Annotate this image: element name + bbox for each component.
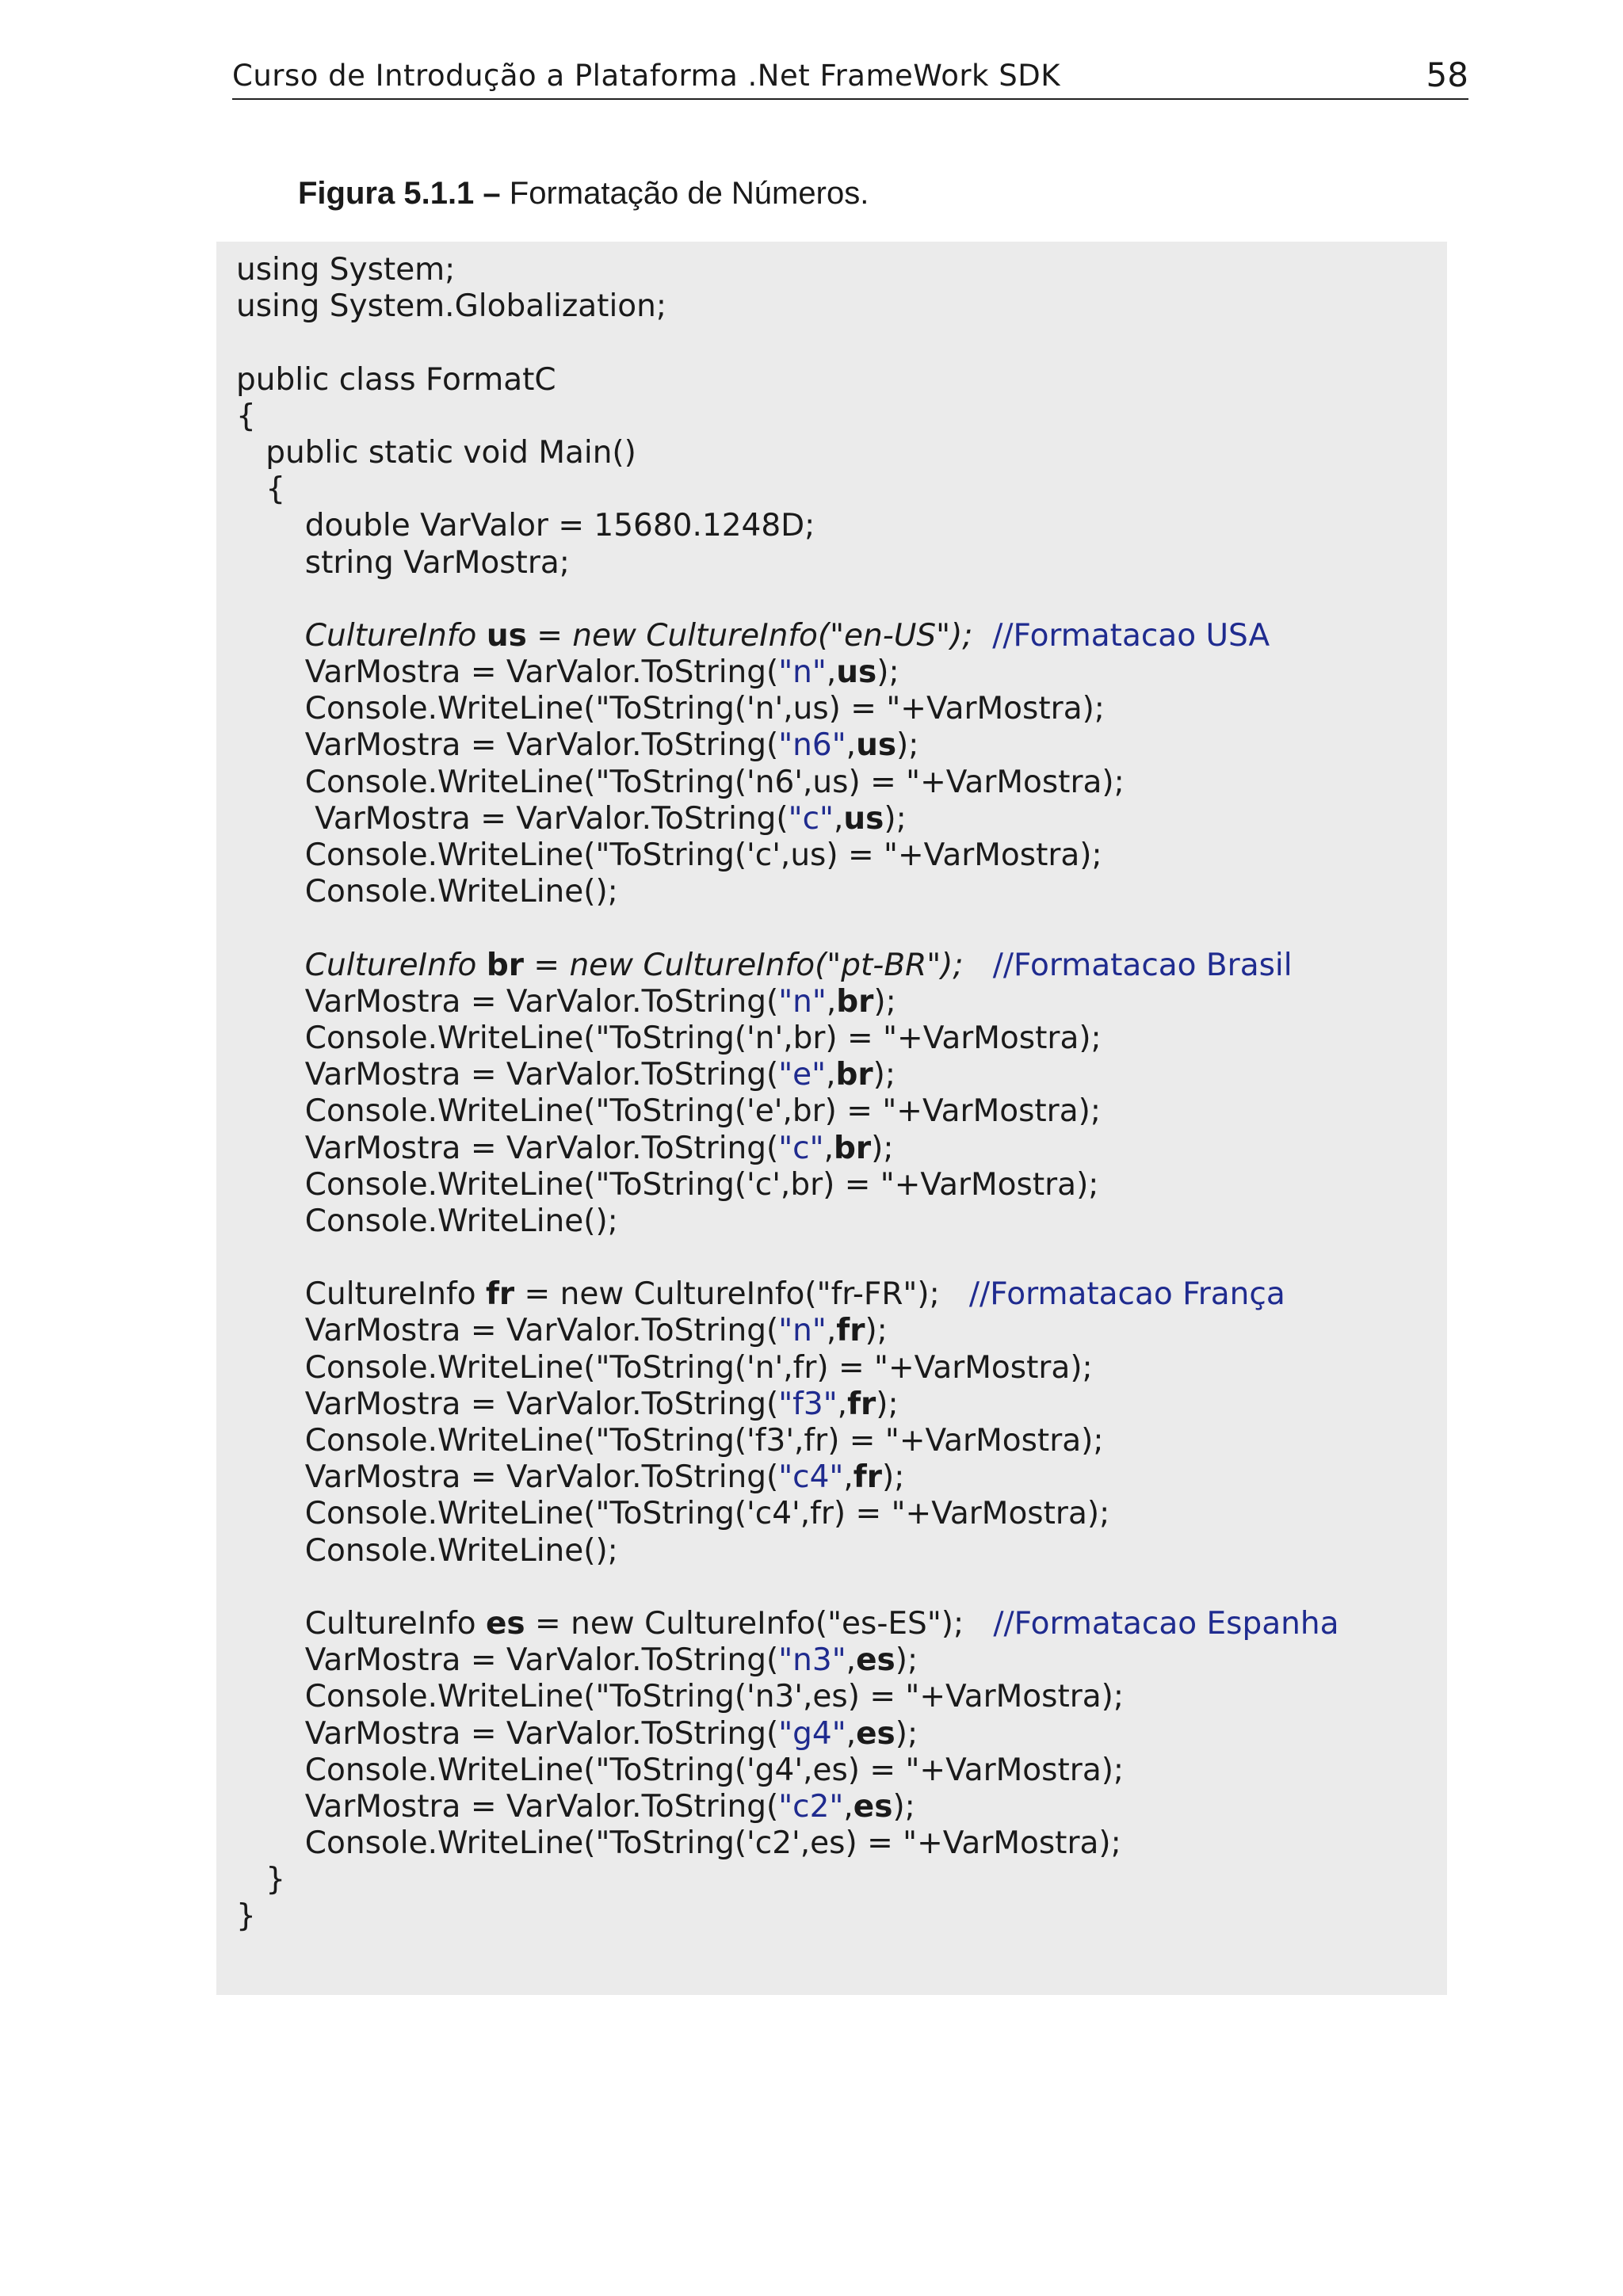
- code-line: [236, 1386, 1338, 1423]
- code-line: [236, 252, 1338, 288]
- code-token: );: [873, 983, 896, 1020]
- code-token: ,: [837, 1386, 848, 1422]
- code-token: [964, 948, 993, 983]
- code-token: = new CultureInfo("pt-BR");: [523, 947, 964, 983]
- code-token: "n": [778, 1313, 827, 1349]
- code-token: = new CultureInfo("en-US");: [526, 617, 973, 654]
- header-title: Curso de Introdução a Plataforma .Net FrameWork SDK: [232, 59, 1060, 93]
- code-line: [236, 948, 1338, 984]
- code-token: ,: [846, 1715, 857, 1752]
- code-token: = new CultureInfo("fr-FR");: [514, 1276, 969, 1313]
- code-line: [236, 765, 1338, 801]
- code-token: Console.WriteLine("ToString('n6',us) = "+VarMostra);: [236, 764, 1125, 800]
- code-line: [236, 1350, 1338, 1386]
- code-line: [236, 1753, 1338, 1789]
- code-token: es: [853, 1788, 893, 1825]
- code-token: VarMostra = VarValor.ToString(: [236, 1130, 779, 1166]
- code-token: //Formatacao Espanha: [993, 1605, 1339, 1642]
- code-line: [236, 1533, 1338, 1569]
- code-token: "c": [778, 1130, 824, 1166]
- code-line: [236, 362, 1338, 399]
- code-token: VarMostra = VarValor.ToString(: [236, 1788, 779, 1825]
- code-listing: [236, 252, 1338, 1936]
- code-line: [236, 435, 1338, 471]
- code-token: //Formatacao França: [968, 1276, 1285, 1313]
- code-token: br: [835, 1057, 873, 1093]
- code-token: [236, 948, 305, 983]
- code-token: //Formatacao Brasil: [992, 947, 1293, 983]
- code-line: [236, 508, 1338, 544]
- code-line: [236, 654, 1338, 691]
- code-token: ,: [846, 727, 857, 764]
- code-token: double VarValor = 15680.1248D;: [236, 508, 815, 544]
- code-token: ,: [826, 654, 837, 691]
- code-token: VarMostra = VarValor.ToString(: [236, 1715, 779, 1752]
- code-line: [236, 1716, 1338, 1753]
- code-token: "n3": [778, 1642, 846, 1679]
- code-token: );: [876, 1386, 899, 1422]
- code-token: VarMostra = VarValor.ToString(: [236, 1459, 779, 1496]
- code-token: CultureInfo: [236, 1276, 486, 1313]
- code-token: "n": [778, 983, 827, 1020]
- code-token: us: [836, 654, 877, 691]
- code-line: [236, 545, 1338, 582]
- code-token: }: [236, 1862, 286, 1898]
- code-token: es: [856, 1642, 896, 1679]
- code-token: );: [896, 727, 919, 764]
- code-token: [236, 618, 305, 654]
- code-line: [236, 984, 1338, 1020]
- code-token: VarMostra = VarValor.ToString(: [236, 1313, 779, 1349]
- code-line: [236, 471, 1338, 508]
- code-line: [236, 1423, 1338, 1459]
- code-token: CultureInfo: [304, 947, 487, 983]
- code-line: [236, 1167, 1338, 1203]
- code-token: Console.WriteLine();: [236, 1532, 618, 1569]
- code-token: "c4": [778, 1459, 844, 1496]
- code-line: [236, 1093, 1338, 1130]
- code-line: [236, 1569, 1338, 1606]
- code-line: [236, 618, 1338, 654]
- code-line: [236, 1825, 1338, 1862]
- code-token: Console.WriteLine("ToString('e',br) = "+VarMostra);: [236, 1093, 1101, 1130]
- code-token: );: [876, 654, 899, 691]
- code-token: ,: [826, 983, 837, 1020]
- code-token: fr: [853, 1459, 882, 1496]
- code-line: [236, 1459, 1338, 1496]
- code-line: [236, 837, 1338, 874]
- code-token: ,: [833, 800, 844, 837]
- code-token: "e": [778, 1057, 827, 1093]
- code-token: ,: [843, 1788, 854, 1825]
- code-token: );: [873, 1057, 896, 1093]
- code-line: [236, 1313, 1338, 1349]
- code-token: Console.WriteLine("ToString('c',us) = "+VarMostra);: [236, 837, 1102, 873]
- code-token: Console.WriteLine("ToString('c',br) = "+VarMostra);: [236, 1166, 1099, 1203]
- code-token: );: [871, 1130, 894, 1166]
- code-line: [236, 1020, 1338, 1057]
- code-token: us: [843, 800, 884, 837]
- code-token: using System.Globalization;: [236, 288, 667, 325]
- code-token: string VarMostra;: [236, 544, 570, 581]
- code-line: [236, 1131, 1338, 1167]
- code-token: VarMostra = VarValor.ToString(: [236, 800, 789, 837]
- code-token: Console.WriteLine("ToString('n3',es) = "+VarMostra);: [236, 1679, 1125, 1715]
- code-token: Console.WriteLine();: [236, 874, 618, 910]
- code-line: [236, 1606, 1338, 1642]
- code-token: //Formatacao USA: [992, 617, 1270, 654]
- code-token: Console.WriteLine();: [236, 1203, 618, 1239]
- code-token: );: [881, 1459, 905, 1496]
- code-token: VarMostra = VarValor.ToString(: [236, 1386, 779, 1422]
- code-token: );: [895, 1715, 918, 1752]
- code-token: br: [833, 1130, 872, 1166]
- code-line: [236, 1057, 1338, 1093]
- code-token: Console.WriteLine("ToString('c2',es) = "+VarMostra);: [236, 1825, 1121, 1862]
- code-line: [236, 910, 1338, 947]
- code-token: using System;: [236, 252, 456, 288]
- code-token: public class FormatC: [236, 361, 556, 398]
- code-token: us: [486, 617, 527, 654]
- code-token: VarMostra = VarValor.ToString(: [236, 983, 779, 1020]
- code-line: [236, 801, 1338, 837]
- code-line: [236, 691, 1338, 727]
- code-token: );: [884, 800, 907, 837]
- code-token: fr: [485, 1276, 515, 1313]
- page-header: [232, 52, 1468, 100]
- code-line: [236, 1240, 1338, 1276]
- code-token: br: [836, 983, 874, 1020]
- code-token: "f3": [778, 1386, 838, 1422]
- code-token: }: [236, 1898, 256, 1935]
- code-token: VarMostra = VarValor.ToString(: [236, 1057, 779, 1093]
- code-token: ,: [826, 1057, 836, 1093]
- code-token: public static void Main(): [236, 434, 636, 471]
- code-token: Console.WriteLine("ToString('f3',fr) = "+VarMostra);: [236, 1423, 1104, 1459]
- code-line: [236, 288, 1338, 325]
- figure-label: Figura 5.1.1 –: [298, 176, 501, 211]
- code-token: us: [856, 727, 897, 764]
- code-token: {: [236, 398, 256, 434]
- code-token: VarMostra = VarValor.ToString(: [236, 1642, 779, 1679]
- code-line: [236, 1276, 1338, 1313]
- figure-text: Formatação de Números.: [500, 176, 869, 211]
- code-token: "g4": [778, 1715, 846, 1752]
- code-line: [236, 1789, 1338, 1825]
- code-line: [236, 1862, 1338, 1898]
- code-line: [236, 399, 1338, 435]
- code-token: Console.WriteLine("ToString('c4',fr) = "+VarMostra);: [236, 1496, 1110, 1532]
- code-token: Console.WriteLine("ToString('n',fr) = "+VarMostra);: [236, 1349, 1093, 1386]
- code-token: "c": [788, 800, 834, 837]
- code-token: fr: [847, 1386, 876, 1422]
- code-line: [236, 1642, 1338, 1679]
- code-token: );: [895, 1642, 918, 1679]
- code-line: [236, 727, 1338, 764]
- code-line: [236, 1679, 1338, 1715]
- code-token: es: [485, 1605, 525, 1642]
- code-token: {: [236, 471, 286, 508]
- code-token: = new CultureInfo("es-ES");: [525, 1605, 994, 1642]
- code-token: ,: [826, 1313, 837, 1349]
- code-line: [236, 582, 1338, 618]
- code-token: Console.WriteLine("ToString('g4',es) = "+VarMostra);: [236, 1752, 1125, 1788]
- code-line: [236, 1496, 1338, 1532]
- code-line: [236, 874, 1338, 910]
- page-number: 58: [1426, 55, 1468, 94]
- code-line: [236, 1898, 1338, 1935]
- code-token: );: [892, 1788, 915, 1825]
- code-token: ,: [823, 1130, 834, 1166]
- figure-caption: [298, 176, 869, 212]
- code-token: ,: [846, 1642, 857, 1679]
- code-token: br: [486, 947, 524, 983]
- code-line: [236, 1203, 1338, 1240]
- code-token: CultureInfo: [304, 617, 487, 654]
- code-token: "n": [778, 654, 827, 691]
- code-token: CultureInfo: [236, 1605, 486, 1642]
- code-token: [972, 618, 992, 654]
- code-token: );: [865, 1313, 888, 1349]
- code-token: VarMostra = VarValor.ToString(: [236, 654, 779, 691]
- code-token: es: [856, 1715, 896, 1752]
- code-token: ,: [843, 1459, 854, 1496]
- code-token: fr: [836, 1313, 865, 1349]
- code-token: Console.WriteLine("ToString('n',us) = "+VarMostra);: [236, 691, 1105, 727]
- code-token: "n6": [778, 727, 846, 764]
- code-token: VarMostra = VarValor.ToString(: [236, 727, 779, 764]
- code-token: Console.WriteLine("ToString('n',br) = "+VarMostra);: [236, 1020, 1102, 1056]
- code-line: [236, 325, 1338, 361]
- code-token: "c2": [778, 1788, 844, 1825]
